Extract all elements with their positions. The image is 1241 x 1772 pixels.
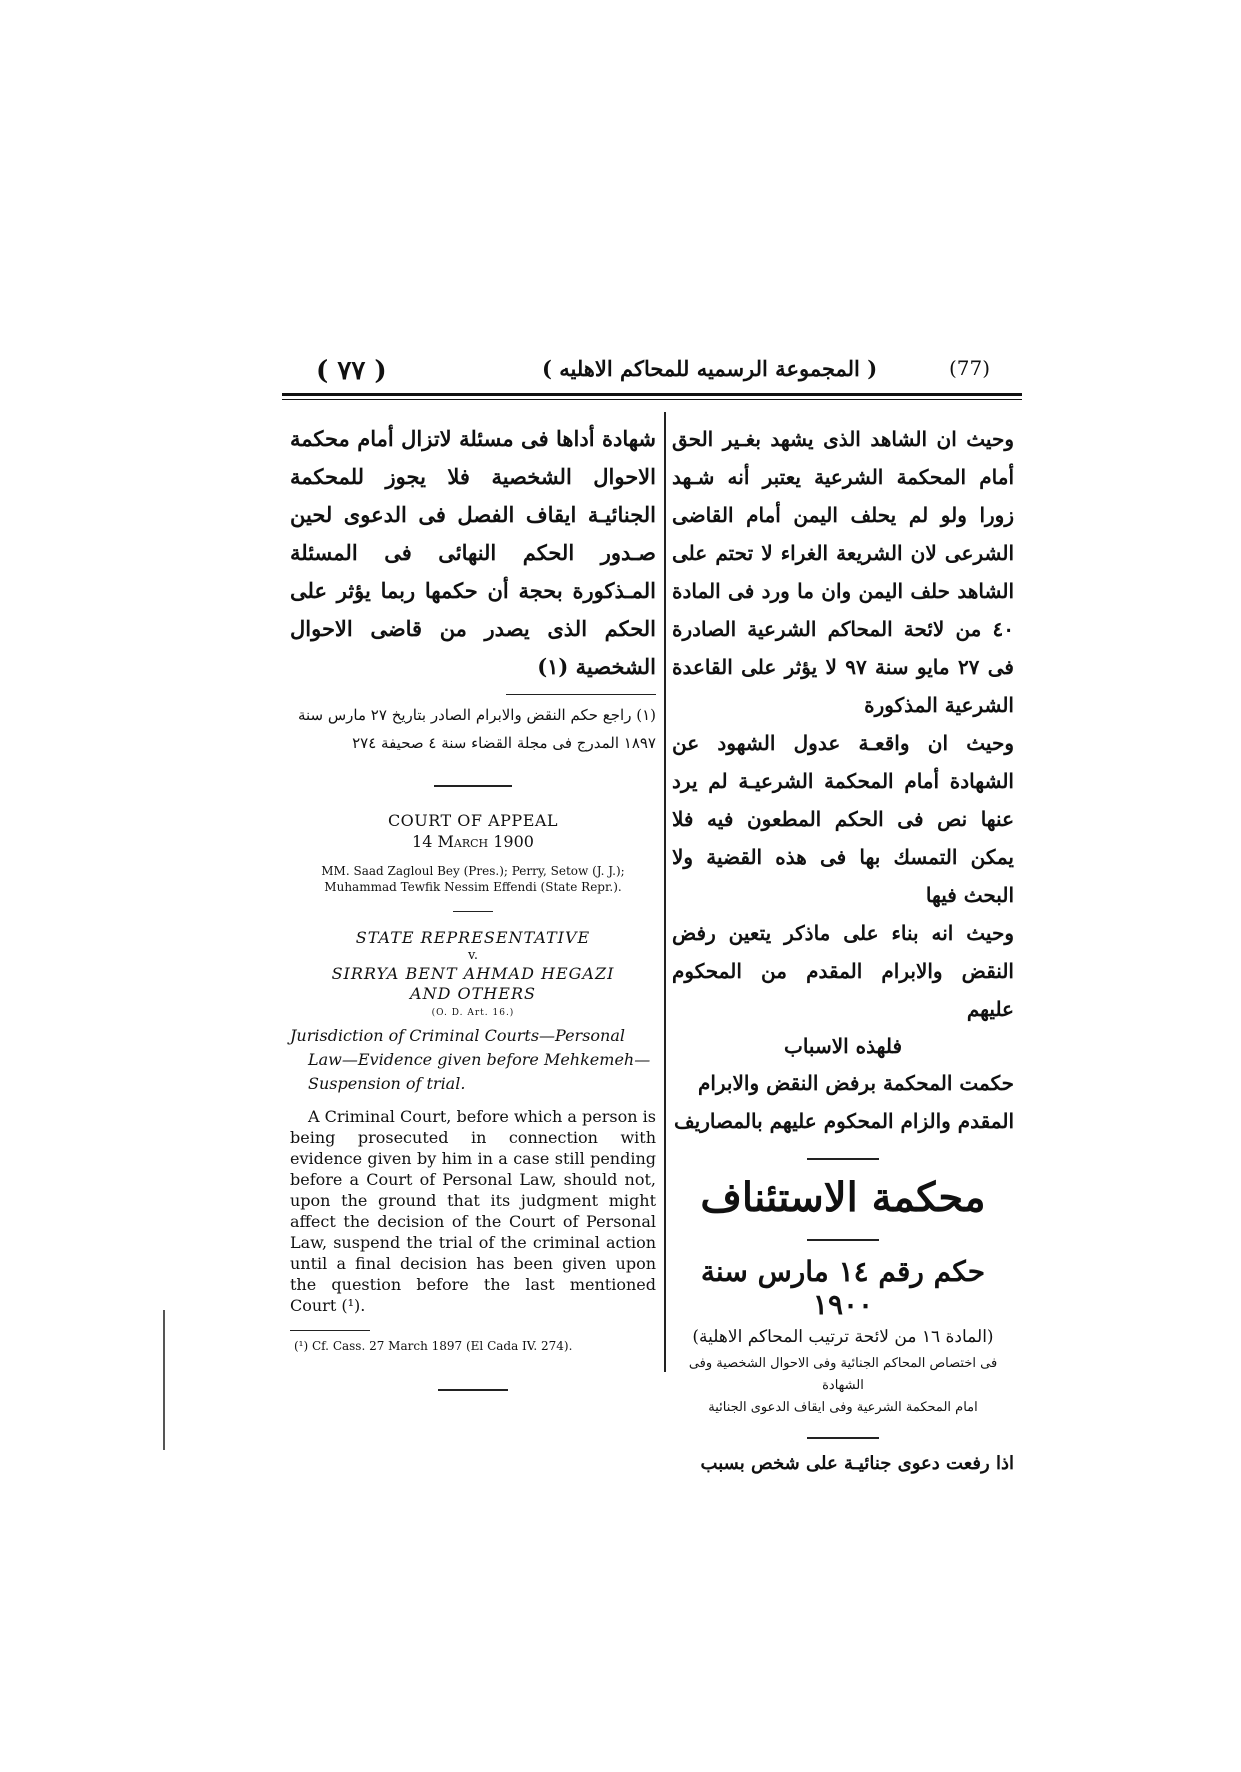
judges-line-1: MM. Saad Zagloul Bey (Pres.); Perry, Setow (J. J.); — [321, 864, 625, 878]
court-date-month-year: March 1900 — [437, 832, 534, 851]
page-number-arabic: ( ٧٧ ) — [316, 356, 387, 386]
left-column — [290, 420, 656, 1391]
journal-title: ( المجموعة الرسميه للمحاكم الاهليه ) — [542, 356, 878, 381]
judges-line-2: Muhammad Tewfik Nessim Effendi (State Repr.). — [324, 880, 622, 894]
case-reference: (O. D. Art. 16.) — [431, 1008, 515, 1018]
end-rule — [438, 1389, 508, 1391]
verdict-rule — [807, 1158, 879, 1160]
case-party-2-cont: AND OTHERS — [410, 984, 536, 1003]
court-of-appeal-arabic: محكمة الاستئناف — [700, 1174, 986, 1221]
margin-mark — [163, 1310, 165, 1450]
headnote-start: اذا رفعت دعوى جنائيـة على شخص بسبب — [700, 1453, 1014, 1474]
right-column — [672, 420, 1014, 1474]
section-separator — [434, 785, 512, 787]
reasons-heading: فلهذه الاسباب — [783, 1034, 903, 1058]
court-date — [290, 832, 656, 851]
english-footnote-rule — [290, 1330, 370, 1331]
judgment-paragraph-2: وحيث ان واقعـة عدول الشهود عن الشهادة أمام المحكمة الشرعيـة لم يرد عنها نص فى الحكم المطعون فيه فلا يمكن التمسك بها فى هذه القضية ولا البحث فيها — [672, 731, 1014, 907]
case-party-1: STATE REPRESENTATIVE — [355, 928, 591, 947]
footnote-rule — [506, 694, 656, 695]
judgment-paragraph-3: وحيث انه بناء على ماذكر يتعين رفض النقض والابرام المقدم من المحكوم عليهم — [672, 921, 1014, 1021]
headnote: Jurisdiction of Criminal Courts—Personal Law—Evidence given before Mehkemeh—Suspension of trial. — [290, 1026, 651, 1093]
arabic-footnote: (١) راجع حكم النقض والابرام الصادر بتاريخ ٢٧ مارس سنة ١٨٩٧ المدرج فى مجلة القضاء سنة ٤ صحيفة ٢٧٤ — [297, 706, 656, 752]
verdict: حكمت المحكمة برفض النقض والابرام المقدم والزام المحكوم عليهم بالمصاريف — [673, 1071, 1014, 1133]
article-reference: (المادة ١٦ من لائحة ترتيب المحاكم الاهلية) — [692, 1327, 994, 1347]
page-number: (77) — [948, 356, 990, 380]
page-header — [282, 352, 1022, 392]
case-party-2: SIRRYA BENT AHMAD HEGAZI — [331, 964, 615, 983]
court-title: COURT OF APPEAL — [387, 811, 559, 830]
subject-line-2: امام المحكمة الشرعية وفى ايقاف الدعوى الجنائية — [708, 1400, 978, 1415]
english-footnote: (¹) Cf. Cass. 27 March 1897 (El Cada IV. 274). — [294, 1339, 573, 1353]
subject-line-1: فى اختصاص المحاكم الجنائية وفى الاحوال الشخصية وفى الشهادة — [688, 1356, 998, 1393]
judgment-number: حكم رقم ١٤ مارس سنة ١٩٠٠ — [700, 1255, 986, 1321]
subject-rule — [807, 1437, 879, 1439]
court-rule — [807, 1239, 879, 1241]
court-date-day: 14 — [412, 832, 433, 851]
header-rule-thin — [282, 399, 1022, 400]
english-summary: A Criminal Court, before which a person is being prosecuted in connection with evidence given by him in a case still pending before a Court of Personal Law, should not, upon the ground that its judgment might affect the decision of the Court of Personal Law, suspend the trial of the criminal action until a final decision has been given upon the question before the last mentioned Court (¹). — [290, 1107, 656, 1315]
case-versus: v. — [468, 948, 478, 963]
arabic-headnote-continuation: شهادة أداها فى مسئلة لاتزال أمام محكمة الاحوال الشخصية فلا يجوز للمحكمة الجنائيـة ايقاف الفصل فى الدعوى لحين صـدور الحكم النهائى فى المسئلة المـذكورة بحجة أن حكمها ربما يؤثر على الحكم الذى يصدر من قاضى الاحوال الشخصية (١) — [290, 426, 656, 679]
judgment-paragraph-1: وحيث ان الشاهد الذى يشهد بغـير الحق أمام المحكمة الشرعية يعتبر أنه شـهد زورا ولو لم يحلف اليمن أمام القاضى الشرعى لان الشريعة الغراء لا تحتم على الشاهد حلف اليمن وان ما ورد فى المادة ٤٠ من لائحة المحاكم الشرعية الصادرة فى ٢٧ مايو سنة ٩٧ لا يؤثر على القاعدة الشرعية المذكورة — [672, 427, 1014, 717]
column-divider — [664, 412, 666, 1372]
small-separator — [453, 911, 493, 912]
header-rule — [282, 393, 1022, 396]
